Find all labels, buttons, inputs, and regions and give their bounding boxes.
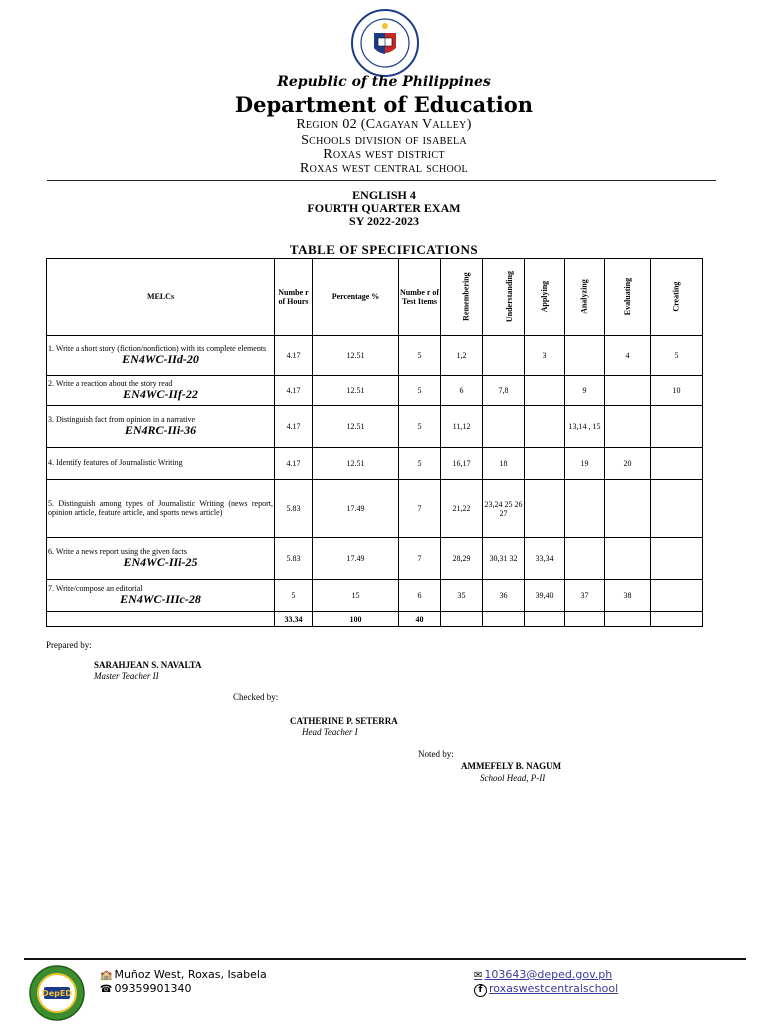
noted-by-label: Noted by: [418,749,454,759]
school-logo [28,964,86,1022]
percentage-cell: 12.51 [313,448,399,480]
footer-phone [100,982,191,995]
melc-cell: 4. Identify features of Journalistic Writing [47,448,275,480]
creating-cell [651,448,703,480]
footer-facebook[interactable] [474,982,618,997]
remembering-cell: 21,22 [441,480,483,538]
total-items-cell: 40 [399,612,441,627]
understanding-cell [483,336,525,376]
header-melcs: MELCs [47,259,275,336]
items-cell: 7 [399,480,441,538]
total-percentage-cell: 100 [313,612,399,627]
hours-cell: 5 [275,580,313,612]
applying-cell [525,448,565,480]
footer-facebook-text[interactable]: roxaswestcentralschool [489,982,619,995]
applying-cell: 39,40 [525,580,565,612]
analyzing-cell [565,480,605,538]
prepared-by-position: Master Teacher II [94,671,159,681]
header-hours: Numbe r of Hours [275,259,313,336]
remembering-cell: 35 [441,580,483,612]
percentage-cell: 12.51 [313,376,399,406]
totals-label-cell [47,612,275,627]
header-district: Roxas west district [323,147,445,162]
creating-cell [651,480,703,538]
evaluating-cell [605,376,651,406]
header-school: Roxas west central school [300,161,468,176]
melc-cell: 3. Distinguish fact from opinion in a narrative EN4RC-IIi-36 [47,406,275,448]
total-hours-cell: 33.34 [275,612,313,627]
prepared-by-label: Prepared by: [46,640,92,650]
percentage-cell: 12.51 [313,406,399,448]
totals-row [47,612,703,627]
footer-address [100,968,267,981]
analyzing-cell: 37 [565,580,605,612]
table-row [47,580,703,612]
hours-cell: 4.17 [275,406,313,448]
analyzing-cell: 19 [565,448,605,480]
remembering-cell: 28,29 [441,538,483,580]
header-republic: Republic of the Philippines [277,74,491,90]
percentage-cell: 17.49 [313,480,399,538]
applying-cell [525,406,565,448]
items-cell: 5 [399,406,441,448]
percentage-cell: 17.49 [313,538,399,580]
prepared-by-name: SARAHJEAN S. NAVALTA [94,660,202,670]
table-row [47,480,703,538]
header-items: Numbe r of Test Items [399,259,441,336]
exam-school-year: SY 2022-2023 [349,214,419,228]
checked-by-name: CATHERINE P. SETERRA [290,716,398,726]
header-region: Region 02 (Cagayan Valley) [296,117,472,132]
envelope-icon: ✉ [474,970,483,981]
footer-address-text: Muñoz West, Roxas, Isabela [114,968,267,981]
items-cell: 5 [399,448,441,480]
header-applying: Applying [539,281,549,313]
noted-by-position: School Head, P-II [480,773,546,783]
hours-cell: 5.83 [275,480,313,538]
footer-phone-text: 09359901340 [114,982,192,995]
items-cell: 5 [399,376,441,406]
tos-title: TABLE OF SPECIFICATIONS [289,242,479,257]
deped-seal-logo [350,8,420,78]
understanding-cell: 30,31 32 [483,538,525,580]
remembering-cell: 11,12 [441,406,483,448]
hours-cell: 4.17 [275,336,313,376]
logo-text: DepED [42,989,72,998]
percentage-cell: 12.51 [313,336,399,376]
understanding-cell: 7,8 [483,376,525,406]
melc-cell: 5. Distinguish among types of Journalistic Writing (news report, opinion article, feature article, and sports news article) [47,480,275,538]
understanding-cell: 18 [483,448,525,480]
phone-icon: ☎ [100,984,113,995]
applying-cell [525,376,565,406]
analyzing-cell [565,336,605,376]
creating-cell [651,406,703,448]
checked-by-label: Checked by: [233,692,279,702]
table-row [47,538,703,580]
table-row [47,448,703,480]
analyzing-cell [565,538,605,580]
noted-by-name: AMMEFELY B. NAGUM [461,761,562,771]
items-cell: 7 [399,538,441,580]
table-row [47,376,703,406]
creating-cell [651,538,703,580]
creating-cell: 10 [651,376,703,406]
melc-cell: 7. Write/compose an editorial EN4WC-IIIc-28 [47,580,275,612]
applying-cell: 33,34 [525,538,565,580]
header-percentage: Percentage % [313,259,399,336]
understanding-cell [483,406,525,448]
tos-table [46,258,703,627]
exam-quarter: FOURTH QUARTER EXAM [307,201,461,215]
header-analyzing: Analyzing [579,279,589,315]
understanding-cell: 36 [483,580,525,612]
header-remembering: Remembering [461,272,471,322]
analyzing-cell: 13,14 , 15 [565,406,605,448]
header-divider [47,180,716,181]
analyzing-cell: 9 [565,376,605,406]
footer-email-text[interactable]: 103643@deped.gov.ph [484,968,613,981]
checked-by-position: Head Teacher I [302,727,358,737]
exam-subject: ENGLISH 4 [352,188,416,202]
melc-cell: 2. Write a reaction about the story read EN4WC-IIf-22 [47,376,275,406]
remembering-cell: 6 [441,376,483,406]
evaluating-cell [605,406,651,448]
melc-cell: 6. Write a news report using the given facts EN4WC-IIi-25 [47,538,275,580]
evaluating-cell: 38 [605,580,651,612]
evaluating-cell [605,480,651,538]
applying-cell [525,480,565,538]
table-row [47,336,703,376]
header-evaluating: Evaluating [622,278,632,316]
evaluating-cell: 20 [605,448,651,480]
building-icon: 🏫 [100,970,113,981]
remembering-cell: 16,17 [441,448,483,480]
header-division: Schools division of isabela [301,133,467,148]
hours-cell: 4.17 [275,376,313,406]
melc-cell: 1. Write a short story (fiction/nonfiction) with its complete elements EN4WC-IId-20 [47,336,275,376]
footer-email[interactable] [474,968,612,981]
facebook-icon: f [474,984,487,997]
creating-cell [651,580,703,612]
hours-cell: 5.83 [275,538,313,580]
remembering-cell: 1,2 [441,336,483,376]
footer-divider [24,958,746,960]
understanding-cell: 23,24 25 26 27 [483,480,525,538]
percentage-cell: 15 [313,580,399,612]
header-creating: Creating [671,281,681,313]
items-cell: 6 [399,580,441,612]
evaluating-cell: 4 [605,336,651,376]
header-understanding: Understanding [504,271,514,323]
applying-cell: 3 [525,336,565,376]
table-header-row [47,259,703,336]
evaluating-cell [605,538,651,580]
items-cell: 5 [399,336,441,376]
header-department: Department of Education [234,92,534,117]
hours-cell: 4.17 [275,448,313,480]
table-row [47,406,703,448]
creating-cell: 5 [651,336,703,376]
